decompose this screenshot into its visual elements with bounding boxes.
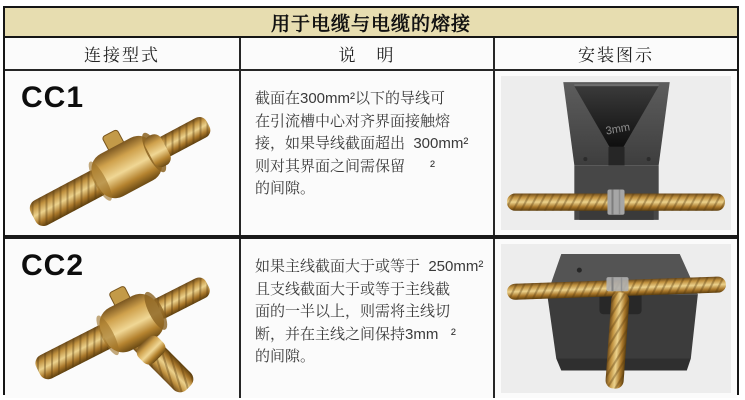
cc1-mold-illustration [501, 76, 731, 230]
cc1-installation-cell [495, 71, 737, 235]
cc1-description [241, 71, 495, 235]
table-row-cc1 [5, 71, 737, 239]
cc2-desc-line: 面的一半以上，则需将主线切 [255, 303, 451, 320]
cc2-desc-line: 断，并在主线之间保持3mm ² [255, 325, 456, 343]
cc2-installation-cell [495, 239, 737, 398]
cc1-installation-panel [501, 76, 731, 230]
cc2-desc-line: 的间隙。 [255, 348, 316, 365]
cc2-label: CC2 [21, 249, 85, 282]
cc1-desc-line: 截面在300mm²以下的导线可 [255, 90, 446, 107]
cc1-mold-gap-label: 3mm [604, 121, 631, 138]
cc2-mold-illustration [501, 244, 731, 393]
cc1-desc-line: 在引流槽中心对齐界面接触熔 [255, 112, 451, 130]
header-description: 说 明 [241, 38, 495, 69]
table-title: 用于电缆与电缆的熔接 [5, 8, 737, 38]
cc2-description [241, 239, 495, 398]
cc1-desc-line: 则对其界面之间需保留 ² [255, 157, 436, 175]
cc1-label: CC1 [21, 81, 85, 114]
table-row-cc2 [5, 239, 737, 398]
header-installation: 安装图示 [578, 46, 654, 65]
cc1-desc-line: 的间隙。 [255, 180, 316, 197]
cc2-desc-line: 如果主线截面大于或等于 250mm² [255, 258, 484, 275]
cc1-type-cell [5, 71, 241, 235]
welding-table [3, 6, 739, 395]
cc2-installation-panel [501, 244, 731, 393]
cc2-type-cell [5, 239, 241, 398]
header-connection-type: 连接型式 [5, 38, 241, 69]
cc1-desc-line: 接，如果导线截面超出 300mm² [255, 135, 469, 152]
column-header-row [5, 38, 737, 71]
cc2-desc-line: 且支线截面大于或等于主线截 [255, 280, 451, 298]
